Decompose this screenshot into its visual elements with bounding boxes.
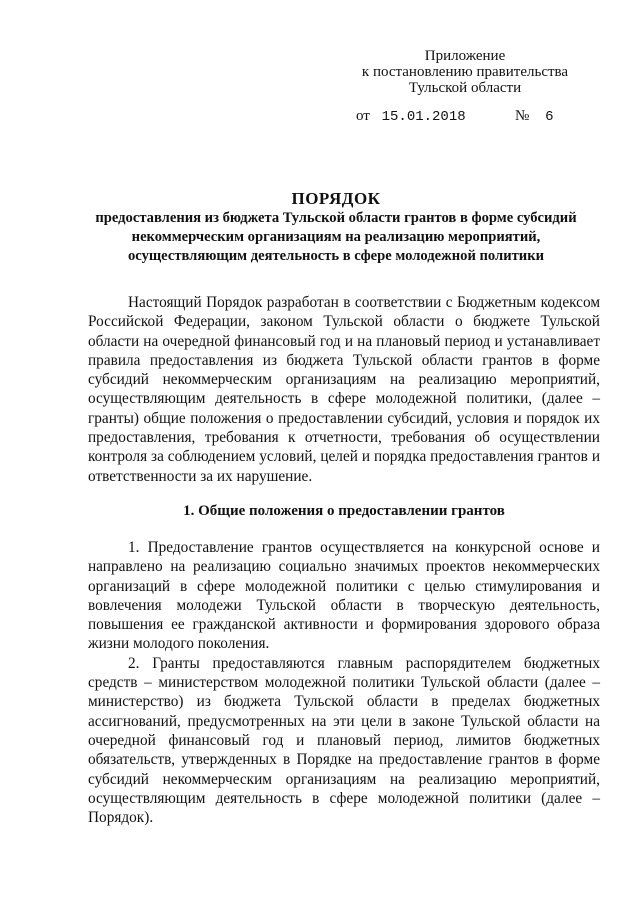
section-1-body (88, 538, 600, 827)
appendix-region: Тульской области (408, 80, 522, 96)
point-1-paragraph: 1. Предоставление грантов осуществляется на конкурсной основе и направлено на реализацию социально значимых проектов некоммерческих организаций в сфере молодежной политики с целью стимулирования и вовлечения молодежи Тульской области в творческую деятельность, повышения ее гражданской активности и формирования здорового образа жизни молодого поколения. (88, 539, 600, 653)
title-line-2: некоммерческим организациям на реализацию мероприятий, (131, 229, 541, 245)
date-from-label: от (356, 108, 370, 124)
appendix-label: Приложение (424, 48, 506, 64)
intro-section (88, 293, 600, 486)
document-title (72, 188, 600, 266)
document-number: 6 (545, 109, 554, 125)
intro-paragraph: Настоящий Порядок разработан в соответствии с Бюджетным кодексом Российской Федерации, законом Тульской области о бюджете Тульской области на очередной финансовый год и на плановый период и устанавливает правила предоставления из бюджета Тульской области грантов в форме субсидий некоммерческим организациям на реализацию мероприятий, осуществляющим деятельность в сфере молодежной политики, (далее – гранты) общие положения о предоставлении субсидий, условия и порядок их предоставления, требования к отчетности, требования об осуществлении контроля за соблюдением условий, целей и порядка предоставления грантов и ответственности за их нарушение. (88, 294, 600, 485)
section-1-heading: 1. Общие положения о предоставлении грантов (183, 503, 505, 519)
document-number-group (515, 108, 553, 125)
date-number-line (356, 108, 554, 125)
document-date: 15.01.2018 (381, 109, 466, 125)
title-main: ПОРЯДОК (291, 189, 381, 208)
appendix-resolution-ref: к постановлению правительства (361, 64, 569, 80)
number-sign: № (515, 108, 530, 124)
point-2-paragraph: 2. Гранты предоставляются главным распорядителем бюджетных средств – министерством молодежной политики Тульской области (далее – министерство) из бюджета Тульской области в пределах бюджетных ассигнований, предусмотренных на эти цели в законе Тульской области на очередной финансовый год и плановый период, лимитов бюджетных обязательств, утвержденных в Порядке на предоставление грантов в форме субсидий некоммерческим организациям на реализацию мероприятий, осуществляющим деятельность в сфере молодежной политики (далее – Порядок). (88, 654, 600, 827)
title-line-3: осуществляющим деятельность в сфере молодежной политики (127, 248, 545, 264)
title-line-1: предоставления из бюджета Тульской области грантов в форме субсидий (95, 210, 577, 226)
appendix-header (340, 48, 590, 96)
